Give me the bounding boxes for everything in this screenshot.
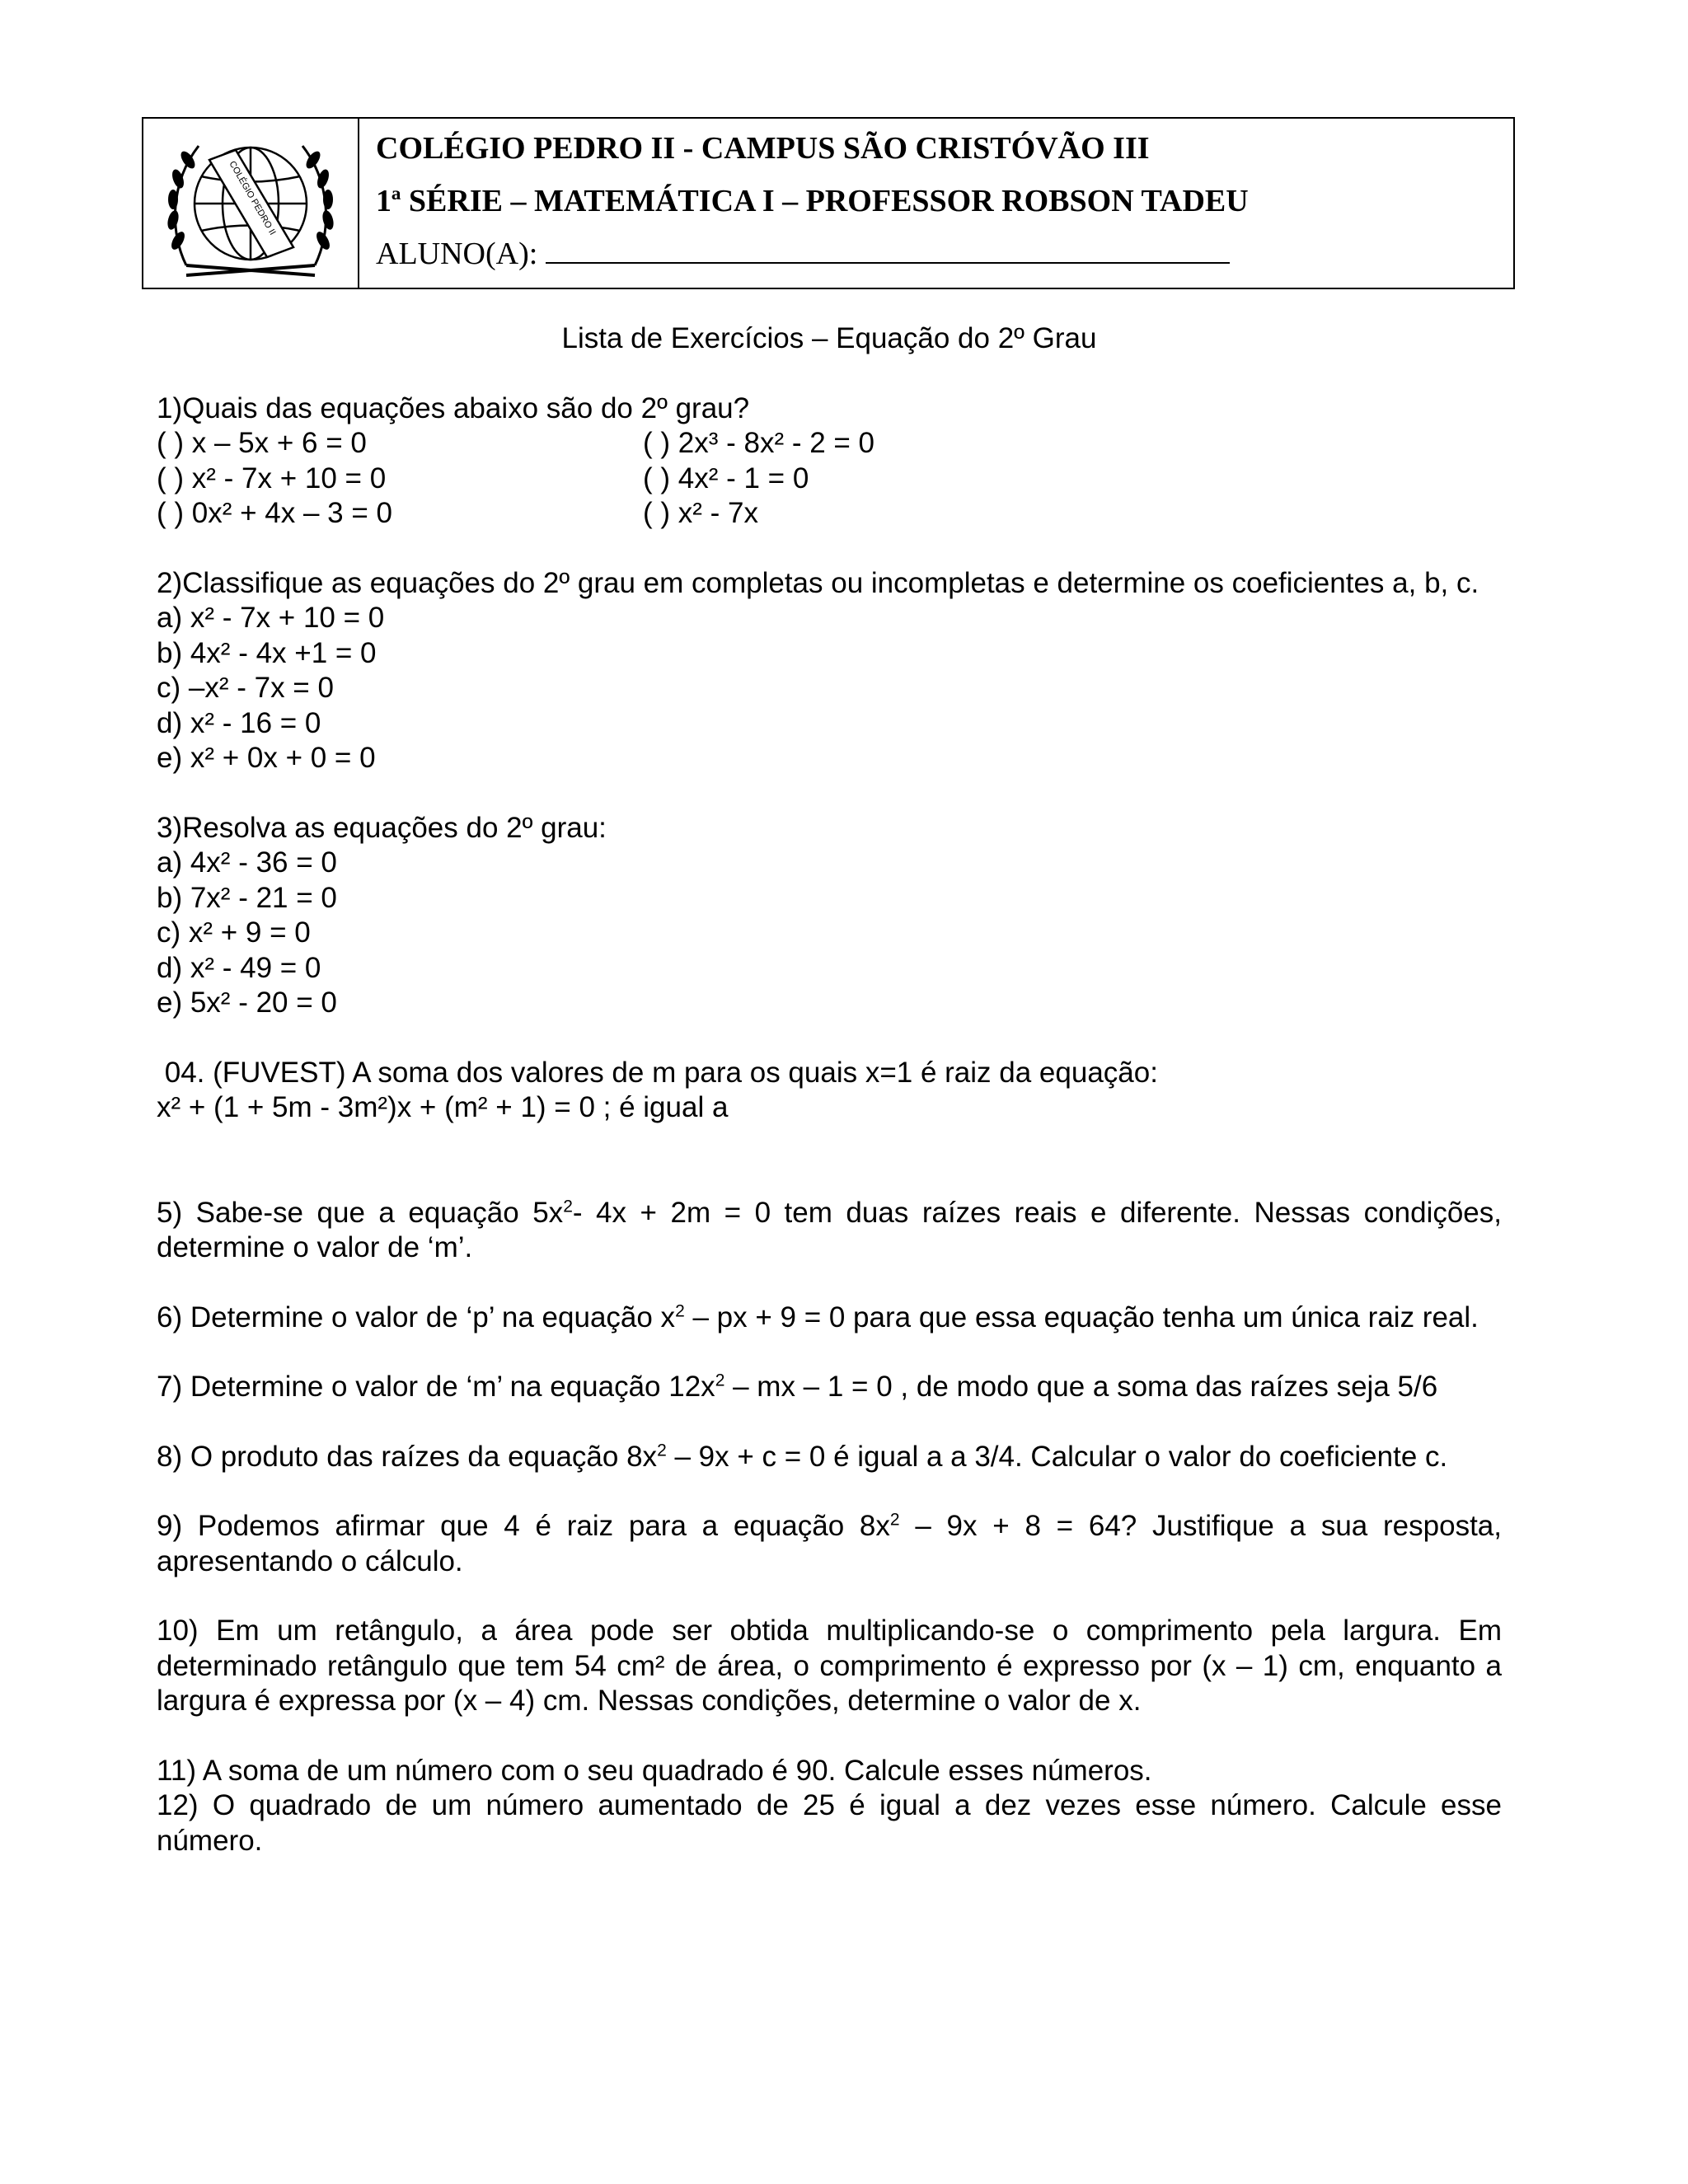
question-11: 11) A soma de um número com o seu quadrado é 90. Calcule esses números.	[157, 1754, 1152, 1787]
document-body	[157, 321, 1502, 1858]
q1-options	[157, 426, 1502, 532]
q9-text-pre: 9) Podemos afirmar que 4 é raiz para a equação 8x	[157, 1510, 890, 1542]
q7-text-post: – mx – 1 = 0 , de modo que a soma das raízes seja 5/6	[724, 1371, 1438, 1403]
q2-item: a) x² - 7x + 10 = 0	[157, 602, 385, 634]
question-1	[157, 391, 1502, 532]
q6-exponent: 2	[675, 1301, 685, 1320]
q4-line-2: x² + (1 + 5m - 3m²)x + (m² + 1) = 0 ; é igual a	[157, 1091, 729, 1123]
q3-item: d) x² - 49 = 0	[157, 951, 321, 984]
q9-exponent: 2	[889, 1510, 900, 1530]
q8-text-post: – 9x + c = 0 é igual a a 3/4. Calcular o valor do coeficiente c.	[666, 1440, 1448, 1473]
q2-prompt: 2)Classifique as equações do 2º grau em completas ou incompletas e determine os coeficientes a, b, c.	[157, 566, 1479, 599]
header-box	[142, 117, 1515, 289]
school-logo-icon	[153, 125, 348, 282]
question-7	[157, 1370, 1502, 1405]
page-title: Lista de Exercícios – Equação do 2º Grau	[561, 322, 1097, 354]
question-3	[157, 811, 1502, 1021]
q2-item: b) 4x² - 4x +1 = 0	[157, 636, 377, 669]
q7-exponent: 2	[715, 1371, 725, 1390]
q1-option: ( ) x² - 7x + 10 = 0	[157, 462, 387, 494]
q1-option: ( ) 4x² - 1 = 0	[643, 462, 809, 494]
q8-exponent: 2	[657, 1440, 667, 1460]
q1-option: ( ) 0x² + 4x – 3 = 0	[157, 497, 392, 529]
q2-item: e) x² + 0x + 0 = 0	[157, 742, 376, 774]
student-name-blank	[546, 234, 1230, 264]
q3-item: b) 7x² - 21 = 0	[157, 881, 337, 914]
q6-text-post: – px + 9 = 0 para que essa equação tenha um única raiz real.	[684, 1301, 1479, 1333]
q3-item: c) x² + 9 = 0	[157, 916, 311, 949]
q5-exponent: 2	[563, 1196, 573, 1216]
q1-option: ( ) x² - 7x	[643, 497, 758, 529]
question-6	[157, 1301, 1502, 1336]
header-text	[359, 119, 1513, 288]
q1-prompt: 1)Quais das equações abaixo são do 2º grau?	[157, 391, 750, 424]
student-label: ALUNO(A):	[376, 237, 538, 271]
q9-text-post: – 9x + 8 = 64? Justifique a sua resposta, apresentando o cálculo.	[157, 1510, 1502, 1577]
q6-text-pre: 6) Determine o valor de ‘p’ na equação x	[157, 1301, 676, 1333]
q5-text-post: - 4x + 2m = 0 tem duas raízes reais e diferente. Nessas condições, determine o valor de ‘m’.	[157, 1196, 1502, 1263]
q1-right-column	[643, 426, 1502, 532]
q1-option: ( ) x – 5x + 6 = 0	[157, 427, 367, 459]
q2-item: c) –x² - 7x = 0	[157, 672, 334, 704]
question-10: 10) Em um retângulo, a área pode ser obtida multiplicando-se o comprimento pela largura. Em determinado retângulo que tem 54 cm² de área, o comprimento é expresso por (x – 1) cm, enquanto a largura é expressa por (x – 4) cm. Nessas condições, determine o valor de x.	[157, 1615, 1502, 1717]
q7-text-pre: 7) Determine o valor de ‘m’ na equação 12x	[157, 1371, 715, 1403]
school-name: COLÉGIO PEDRO II - CAMPUS SÃO CRISTÓVÃO III	[376, 131, 1150, 166]
question-4	[157, 1056, 1502, 1126]
student-line	[376, 227, 1513, 280]
q8-text-pre: 8) O produto das raízes da equação 8x	[157, 1440, 658, 1473]
spacer	[157, 1126, 1502, 1196]
q1-left-column	[157, 426, 643, 532]
question-5	[157, 1196, 1502, 1266]
q1-option: ( ) 2x³ - 8x² - 2 = 0	[643, 427, 875, 459]
logo-cell	[143, 119, 359, 288]
q3-prompt: 3)Resolva as equações do 2º grau:	[157, 811, 607, 844]
question-2	[157, 566, 1502, 776]
question-8	[157, 1440, 1502, 1475]
q4-line-1: 04. (FUVEST) A soma dos valores de m para os quais x=1 é raiz da equação:	[157, 1056, 1158, 1089]
question-9	[157, 1509, 1502, 1579]
course-name: 1ª SÉRIE – MATEMÁTICA I – PROFESSOR ROBSON TADEU	[376, 184, 1249, 218]
q2-item: d) x² - 16 = 0	[157, 706, 321, 739]
q3-item: e) 5x² - 20 = 0	[157, 987, 337, 1019]
question-12: 12) O quadrado de um número aumentado de 25 é igual a dez vezes esse número. Calcule esse número.	[157, 1789, 1502, 1857]
q3-item: a) 4x² - 36 = 0	[157, 846, 337, 879]
logo-band-text: COLÉGIO PEDRO II	[227, 159, 278, 237]
q5-text-pre: 5) Sabe-se que a equação 5x	[157, 1196, 564, 1229]
